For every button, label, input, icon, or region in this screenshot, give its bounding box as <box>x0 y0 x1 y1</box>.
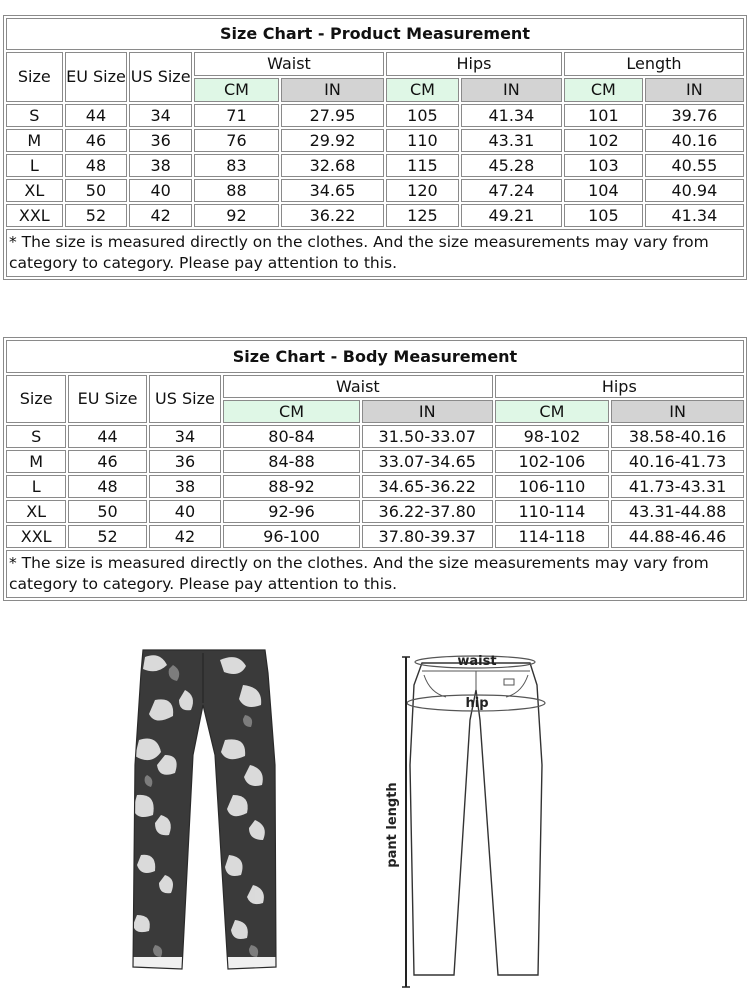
table-cell: 50 <box>65 179 128 202</box>
table-cell: 76 <box>194 129 279 152</box>
table-cell: 39.76 <box>645 104 744 127</box>
product-measurement-table <box>3 15 747 280</box>
table-row <box>6 450 744 473</box>
table-cell: 40.16-41.73 <box>611 450 744 473</box>
header-eu-size: EU Size <box>68 375 146 423</box>
table-cell: 32.68 <box>281 154 384 177</box>
header-hips-cm: CM <box>386 78 459 102</box>
table-cell: 120 <box>386 179 459 202</box>
table-cell: 40 <box>149 500 221 523</box>
table-cell: 34 <box>149 425 221 448</box>
table-cell: 42 <box>129 204 192 227</box>
table-cell: 47.24 <box>461 179 562 202</box>
hip-label: hip <box>465 696 489 711</box>
table-row <box>6 475 744 498</box>
table-cell: 102 <box>564 129 643 152</box>
table-cell: 125 <box>386 204 459 227</box>
table-cell: 40.94 <box>645 179 744 202</box>
waist-label: waist <box>457 654 497 669</box>
table-cell: 92-96 <box>223 500 360 523</box>
header-waist-cm: CM <box>223 400 360 423</box>
table-cell: 38.58-40.16 <box>611 425 744 448</box>
table-cell: 42 <box>149 525 221 548</box>
table-cell: S <box>6 104 63 127</box>
table-cell: 34 <box>129 104 192 127</box>
table-row <box>6 204 744 227</box>
table-cell: 110 <box>386 129 459 152</box>
table-cell: 106-110 <box>495 475 610 498</box>
table-cell: L <box>6 475 66 498</box>
table-cell: 33.07-34.65 <box>362 450 493 473</box>
table-cell: 49.21 <box>461 204 562 227</box>
table-cell: 44.88-46.46 <box>611 525 744 548</box>
table-row <box>6 129 744 152</box>
table-row <box>6 154 744 177</box>
table-row <box>6 425 744 448</box>
header-size: Size <box>6 375 66 423</box>
table-cell: 29.92 <box>281 129 384 152</box>
header-size: Size <box>6 52 63 102</box>
table-cell: 43.31 <box>461 129 562 152</box>
table-cell: 105 <box>386 104 459 127</box>
table-cell: L <box>6 154 63 177</box>
table-cell: M <box>6 129 63 152</box>
table-title: Size Chart - Body Measurement <box>6 340 744 373</box>
table-cell: 38 <box>149 475 221 498</box>
header-hips: Hips <box>495 375 744 398</box>
table-row <box>6 500 744 523</box>
table-title: Size Chart - Product Measurement <box>6 18 744 50</box>
table-cell: 48 <box>65 154 128 177</box>
header-eu-size: EU Size <box>65 52 128 102</box>
table-cell: XL <box>6 179 63 202</box>
header-waist-in: IN <box>281 78 384 102</box>
table-cell: 96-100 <box>223 525 360 548</box>
table-cell: 40.55 <box>645 154 744 177</box>
table-cell: S <box>6 425 66 448</box>
table-cell: 36.22-37.80 <box>362 500 493 523</box>
table-cell: 104 <box>564 179 643 202</box>
table-cell: 50 <box>68 500 146 523</box>
header-us-size: US Size <box>129 52 192 102</box>
header-hips: Hips <box>386 52 562 76</box>
header-hips-in: IN <box>461 78 562 102</box>
body-measurement-table <box>3 337 747 601</box>
header-length-cm: CM <box>564 78 643 102</box>
table-cell: 41.73-43.31 <box>611 475 744 498</box>
table-cell: M <box>6 450 66 473</box>
table-cell: 41.34 <box>645 204 744 227</box>
table-cell: 98-102 <box>495 425 610 448</box>
table-cell: 31.50-33.07 <box>362 425 493 448</box>
table-cell: 36 <box>129 129 192 152</box>
table-cell: 103 <box>564 154 643 177</box>
table-cell: 40 <box>129 179 192 202</box>
table-cell: 43.31-44.88 <box>611 500 744 523</box>
header-hips-cm: CM <box>495 400 610 423</box>
table-cell: 88 <box>194 179 279 202</box>
table-cell: 101 <box>564 104 643 127</box>
table-cell: 88-92 <box>223 475 360 498</box>
table-cell: 48 <box>68 475 146 498</box>
table-cell: XXL <box>6 525 66 548</box>
table-cell: 36 <box>149 450 221 473</box>
table-cell: XXL <box>6 204 63 227</box>
header-waist-in: IN <box>362 400 493 423</box>
table-cell: 46 <box>65 129 128 152</box>
header-length-in: IN <box>645 78 744 102</box>
table-cell: 80-84 <box>223 425 360 448</box>
header-length: Length <box>564 52 744 76</box>
table-cell: 105 <box>564 204 643 227</box>
table-row <box>6 525 744 548</box>
header-waist: Waist <box>223 375 492 398</box>
header-waist: Waist <box>194 52 384 76</box>
table-cell: 27.95 <box>281 104 384 127</box>
table-cell: 102-106 <box>495 450 610 473</box>
table-cell: 41.34 <box>461 104 562 127</box>
measurement-note: * The size is measured directly on the clothes. And the size measurements may vary from category to category. Please pay attention to this. <box>6 550 744 598</box>
table-cell: 84-88 <box>223 450 360 473</box>
table-cell: 45.28 <box>461 154 562 177</box>
table-cell: XL <box>6 500 66 523</box>
table-cell: 52 <box>68 525 146 548</box>
table-cell: 115 <box>386 154 459 177</box>
jeans-product-photo <box>125 645 285 975</box>
table-cell: 44 <box>68 425 146 448</box>
table-cell: 34.65 <box>281 179 384 202</box>
table-cell: 36.22 <box>281 204 384 227</box>
table-cell: 38 <box>129 154 192 177</box>
table-cell: 34.65-36.22 <box>362 475 493 498</box>
table-row <box>6 179 744 202</box>
header-hips-in: IN <box>611 400 744 423</box>
table-cell: 52 <box>65 204 128 227</box>
table-cell: 92 <box>194 204 279 227</box>
header-us-size: US Size <box>149 375 221 423</box>
table-cell: 71 <box>194 104 279 127</box>
table-cell: 114-118 <box>495 525 610 548</box>
table-cell: 37.80-39.37 <box>362 525 493 548</box>
table-cell: 83 <box>194 154 279 177</box>
table-row <box>6 104 744 127</box>
table-cell: 40.16 <box>645 129 744 152</box>
measurement-note: * The size is measured directly on the clothes. And the size measurements may vary from category to category. Please pay attention to this. <box>6 229 744 277</box>
pants-measurement-diagram <box>370 645 560 990</box>
table-cell: 46 <box>68 450 146 473</box>
table-cell: 110-114 <box>495 500 610 523</box>
pant-length-label: pant length <box>385 782 400 868</box>
table-cell: 44 <box>65 104 128 127</box>
header-waist-cm: CM <box>194 78 279 102</box>
